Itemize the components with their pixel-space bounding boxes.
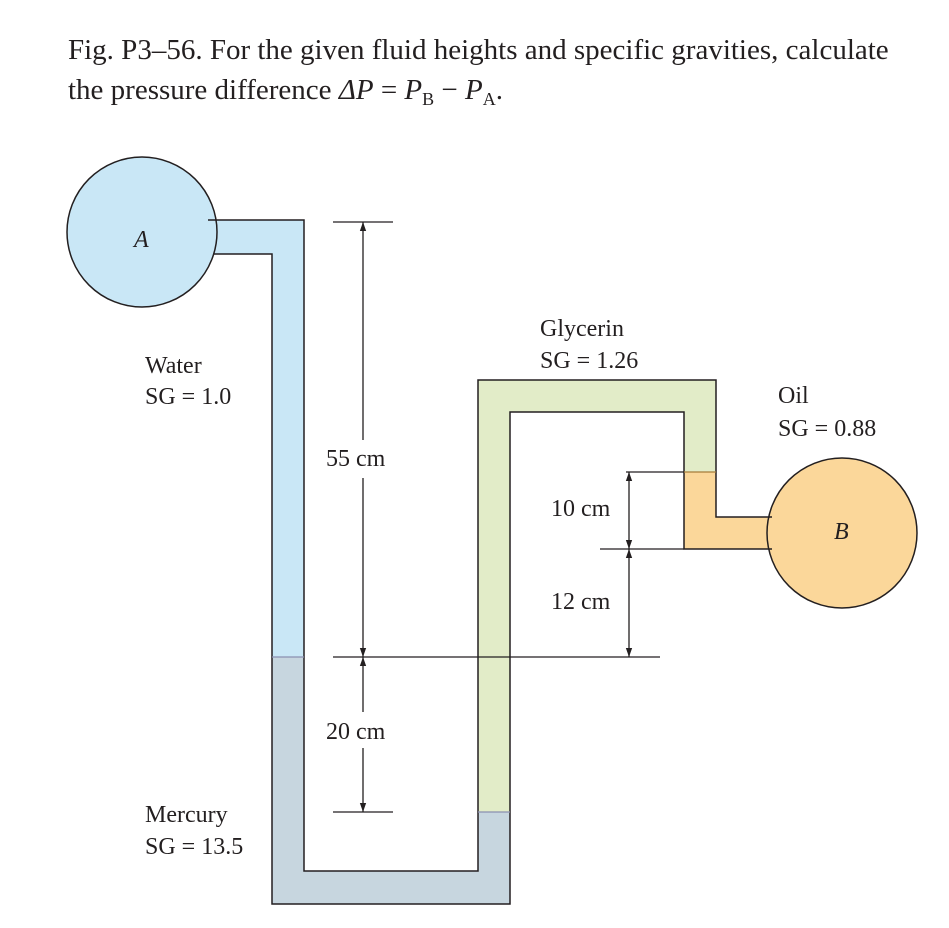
- water-name: Water: [145, 353, 202, 379]
- caption-sub-a: A: [482, 89, 496, 109]
- caption-text: Fig. P3–56. For the given fluid heights and specific gravities, calculate the pressure difference: [68, 34, 889, 106]
- caption-equals: =: [373, 74, 405, 106]
- water-column: [208, 220, 304, 657]
- water-sg: SG = 1.0: [145, 384, 232, 410]
- caption-minus: −: [434, 74, 466, 106]
- mercury-sg: SG = 13.5: [145, 834, 244, 860]
- caption-p-b: P: [404, 74, 423, 106]
- oil-name: Oil: [778, 383, 809, 409]
- glycerin-sg: SG = 1.26: [540, 348, 639, 374]
- caption-sub-b: B: [422, 89, 435, 109]
- caption-delta-p: ΔP: [338, 74, 374, 106]
- mercury-name: Mercury: [145, 802, 228, 828]
- dim-12-label: 12 cm: [551, 589, 611, 615]
- glycerin-name: Glycerin: [540, 316, 624, 342]
- vessel-a-label: A: [134, 227, 149, 253]
- oil-sg: SG = 0.88: [778, 416, 877, 442]
- caption-end: .: [495, 74, 503, 106]
- dim-10-label: 10 cm: [551, 496, 611, 522]
- dim-55-label: 55 cm: [326, 446, 386, 472]
- vessel-b-label: B: [834, 519, 849, 545]
- fluid-fills: [208, 220, 790, 904]
- caption-p-a: P: [465, 74, 483, 106]
- mercury-column: [272, 657, 510, 904]
- dim-20-label: 20 cm: [326, 719, 386, 745]
